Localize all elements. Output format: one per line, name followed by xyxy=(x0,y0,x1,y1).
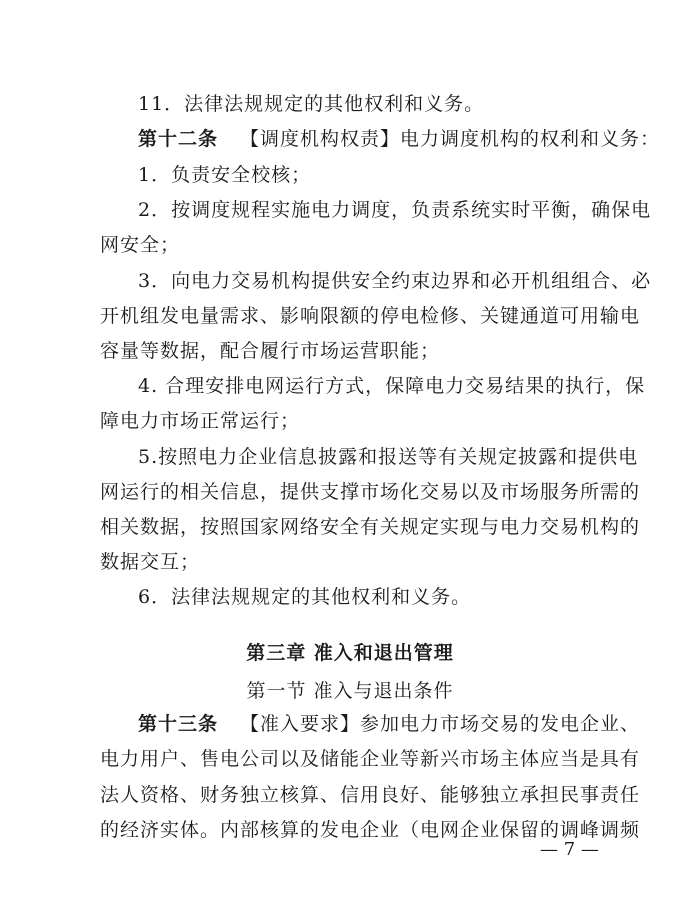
paragraph-line: 容量等数据，配合履行市场运营职能； xyxy=(100,340,441,362)
article-13-line xyxy=(138,712,641,736)
paragraph-line: 11．法律法规规定的其他权利和义务。 xyxy=(138,93,485,115)
paragraph-line: 的经济实体。内部核算的发电企业（电网企业保留的调峰调频 xyxy=(100,819,641,841)
section-heading: 第一节 准入与退出条件 xyxy=(246,680,454,702)
article-12-text: 【调度机构权责】电力调度机构的权利和义务： xyxy=(240,128,661,150)
paragraph-line: 6．法律法规规定的其他权利和义务。 xyxy=(138,586,472,608)
paragraph-line: 电力用户、售电公司以及储能企业等新兴市场主体应当是具有 xyxy=(100,748,641,770)
paragraph-line: 网安全； xyxy=(100,234,181,256)
paragraph-line: 网运行的相关信息，提供支撑市场化交易以及市场服务所需的 xyxy=(100,481,641,503)
article-13-text: 【准入要求】参加电力市场交易的发电企业、 xyxy=(240,713,641,735)
paragraph-line: 2．按调度规程实施电力调度，负责系统实时平衡，确保电 xyxy=(138,199,652,221)
article-12-line xyxy=(138,127,661,151)
paragraph-line: 5.按照电力企业信息披露和报送等有关规定披露和提供电 xyxy=(138,446,639,468)
article-12-label: 第十二条 xyxy=(138,128,219,150)
paragraph-line: 障电力市场正常运行； xyxy=(100,410,301,432)
paragraph-line: 1．负责安全校核； xyxy=(138,164,312,186)
paragraph-line: 3．向电力交易机构提供安全约束边界和必开机组组合、必 xyxy=(138,270,652,292)
paragraph-line: 法人资格、财务独立核算、信用良好、能够独立承担民事责任 xyxy=(100,784,641,806)
paragraph-line: 相关数据，按照国家网络安全有关规定实现与电力交易机构的 xyxy=(100,516,641,538)
chapter-heading: 第三章 准入和退出管理 xyxy=(246,642,454,664)
paragraph-line: 数据交互； xyxy=(100,551,201,573)
paragraph-line: 4. 合理安排电网运行方式，保障电力交易结果的执行，保 xyxy=(138,375,646,397)
page-number: — 7 — xyxy=(540,839,599,860)
article-13-label: 第十三条 xyxy=(138,713,219,735)
paragraph-line: 开机组发电量需求、影响限额的停电检修、关键通道可用输电 xyxy=(100,305,641,327)
